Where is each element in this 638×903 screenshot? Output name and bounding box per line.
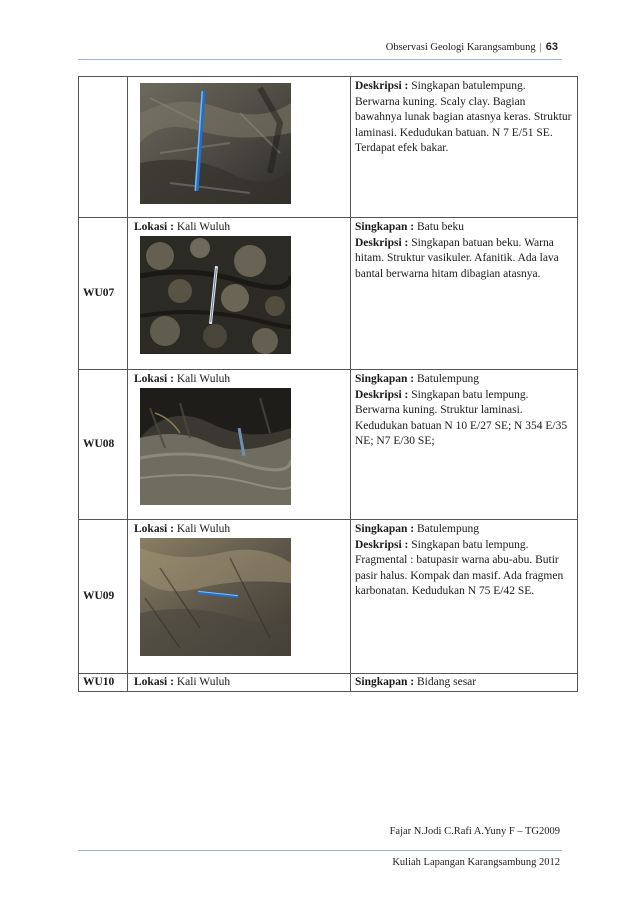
deskripsi-label: Deskripsi : bbox=[355, 80, 409, 92]
lokasi-value: Kali Wuluh bbox=[176, 523, 231, 535]
table-row bbox=[79, 77, 578, 218]
station-code: WU07 bbox=[83, 286, 115, 299]
singkapan-label: Singkapan : bbox=[355, 221, 415, 233]
lokasi-label: Lokasi : bbox=[134, 221, 174, 233]
station-code-cell bbox=[79, 520, 128, 674]
station-code: WU08 bbox=[83, 437, 115, 450]
lokasi-label: Lokasi : bbox=[134, 523, 174, 535]
header-rule bbox=[78, 59, 562, 60]
deskripsi-text: Singkapan batu lempung. Berwarna kuning. Struktur laminasi. Kedudukan batuan N 10 E/27 SE; N 354 E/35 NE; N7 E/30 SE; bbox=[355, 388, 568, 447]
page-header bbox=[386, 41, 558, 53]
singkapan-value: Bidang sesar bbox=[417, 676, 477, 688]
header-separator: | bbox=[539, 41, 542, 53]
outcrop-photo bbox=[140, 236, 291, 354]
header-title: Observasi Geologi Karangsambung bbox=[385, 41, 536, 53]
station-code: WU09 bbox=[83, 589, 115, 602]
location-cell bbox=[128, 218, 351, 370]
footer-course: Kuliah Lapangan Karangsambung 2012 bbox=[392, 857, 560, 868]
location-cell bbox=[128, 370, 351, 520]
table-row bbox=[79, 370, 578, 520]
deskripsi-text: Singkapan batu lempung. Fragmental : batupasir warna abu-abu. Butir pasir halus. Kompak dan masif. Ada fragmen karbonatan. Kedudukan N 75 E/42 SE. bbox=[355, 538, 564, 597]
description-cell bbox=[351, 520, 578, 674]
location-cell bbox=[128, 520, 351, 674]
station-code-cell bbox=[79, 218, 128, 370]
table-row bbox=[79, 674, 578, 692]
table-row bbox=[79, 218, 578, 370]
deskripsi-label: Deskripsi : bbox=[355, 388, 409, 401]
deskripsi-label: Deskripsi : bbox=[355, 538, 409, 551]
singkapan-value: Batu beku bbox=[417, 221, 464, 233]
deskripsi-text: Singkapan batulempung. Berwarna kuning. Scaly clay. Bagian bawahnya lunak bagian atasnya keras. Struktur laminasi. Kedudukan batuan. N 7 E/51 SE. Terdapat efek bakar. bbox=[355, 80, 572, 154]
station-code-cell bbox=[79, 370, 128, 520]
outcrop-photo bbox=[140, 83, 291, 204]
page-number: 63 bbox=[545, 41, 558, 53]
description-cell bbox=[351, 370, 578, 520]
station-code-cell bbox=[79, 674, 128, 692]
outcrop-photo bbox=[140, 388, 291, 505]
description-cell bbox=[351, 218, 578, 370]
footer-authors: Fajar N.Jodi C.Rafi A.Yuny F – TG2009 bbox=[389, 826, 560, 837]
singkapan-label: Singkapan : bbox=[355, 373, 415, 385]
deskripsi-label: Deskripsi : bbox=[355, 236, 409, 249]
outcrop-photo bbox=[140, 538, 291, 656]
singkapan-value: Batulempung bbox=[417, 373, 479, 385]
lokasi-label: Lokasi : bbox=[134, 676, 174, 688]
deskripsi-text: Singkapan batuan beku. Warna hitam. Struktur vasikuler. Afanitik. Ada lava bantal berwarna hitam dibagian atasnya. bbox=[355, 236, 559, 280]
table-row bbox=[79, 520, 578, 674]
lokasi-value: Kali Wuluh bbox=[176, 221, 231, 233]
singkapan-label: Singkapan : bbox=[355, 523, 415, 535]
footer-rule bbox=[78, 850, 562, 851]
description-cell bbox=[351, 77, 578, 218]
observation-table bbox=[78, 76, 578, 692]
description-cell bbox=[351, 674, 578, 692]
location-cell bbox=[128, 77, 351, 218]
lokasi-value: Kali Wuluh bbox=[176, 373, 231, 385]
station-code-cell bbox=[79, 77, 128, 218]
singkapan-label: Singkapan : bbox=[355, 676, 415, 688]
station-code: WU10 bbox=[83, 676, 115, 688]
location-cell bbox=[128, 674, 351, 692]
lokasi-label: Lokasi : bbox=[134, 373, 174, 385]
singkapan-value: Batulempung bbox=[417, 523, 479, 535]
lokasi-value: Kali Wuluh bbox=[176, 676, 231, 688]
